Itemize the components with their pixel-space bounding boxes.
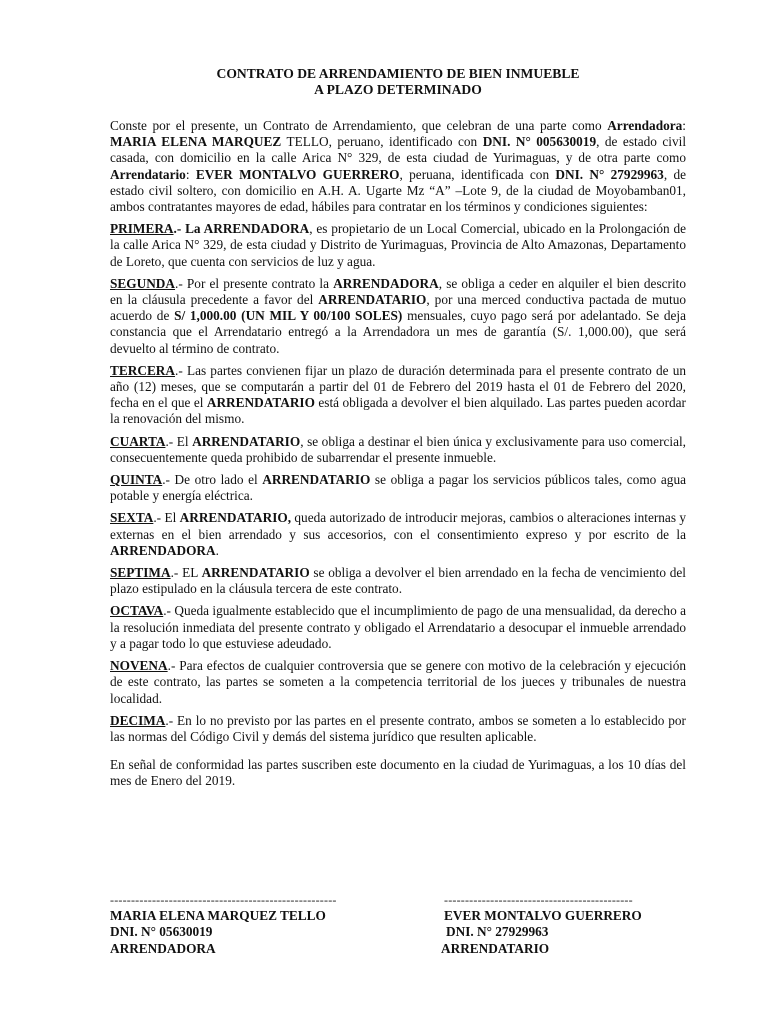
- clause-bold: S/ 1,000.00 (UN MIL Y 00/100 SOLES): [174, 308, 403, 324]
- intro-paragraph: [110, 118, 686, 215]
- clause-bold: ARRENDATARIO: [318, 292, 427, 308]
- title-line-1: CONTRATO DE ARRENDAMIENTO DE BIEN INMUEBLE: [216, 66, 580, 81]
- contract-document: [110, 66, 686, 790]
- clause-text: mensuales, cuyo pago será por adelantado. Se deja constancia que el Arrendatario entregó a la Arrendadora un mes de garantía (S/. 1,000.00), que será devuelto al término de contrato.: [110, 308, 686, 356]
- clause-bold: ARRENDATARIO: [206, 395, 315, 411]
- clause-text: .- En lo no previsto por las partes en el presente contrato, ambos se someten a lo establecido por las normas del Código Civil y demás del sistema jurídico que resulten aplicable.: [110, 712, 686, 744]
- signer-role: ARRENDADORA: [110, 940, 216, 956]
- signer-name: MARIA ELENA MARQUEZ TELLO: [110, 908, 326, 924]
- clause-text: .- El: [165, 433, 193, 449]
- clause-bold: ARRENDADORA: [110, 542, 216, 558]
- intro-text: , de estado civil soltero, con domicilio en A.H. A. Ugarte Mz “A” –Lote 9, de la ciudad de Moyobamban01, ambos contratantes mayores de edad, hábiles para contratar en los términos y condiciones siguientes:: [110, 166, 687, 215]
- clause-heading: TERCERA: [110, 362, 176, 378]
- clause-heading: SEXTA: [110, 510, 154, 526]
- clause-tercera: [110, 363, 686, 428]
- clause-heading: DECIMA: [110, 712, 166, 728]
- clause-text: .- Las partes convienen fijar un plazo de duración determinada para el presente contrato de un año (12) meses, que se computarán a partir del 01 de Febrero del 2019 hasta el 01 de Febrero del 2020, fecha en el que el: [110, 362, 686, 411]
- intro-text: , peruana, identificada con: [399, 166, 556, 182]
- signature-line: ------------------------------------------------------: [110, 893, 337, 907]
- intro-text: :: [682, 118, 686, 133]
- intro-text: Conste por el presente, un Contrato de Arrendamiento, que celebran de una parte como: [110, 118, 608, 133]
- clause-text: , se obliga a destinar el bien única y exclusivamente para uso comercial, consecuentemente queda prohibido de subarrendar el presente inmueble.: [110, 433, 687, 465]
- clause-bold: ARRENDATARIO: [262, 472, 371, 488]
- intro-text: , de estado civil casada, con domicilio en la calle Arica N° 329, de esta ciudad de Yurimaguas, y de otra parte como: [110, 134, 687, 166]
- contract-title: [110, 66, 686, 97]
- clause-cuarta: [110, 434, 686, 466]
- clause-heading: PRIMERA: [110, 221, 174, 237]
- clause-text: , es propietario de un Local Comercial, ubicado en la Prolongación de la calle Arica N° 329, de esta ciudad y Distrito de Yurimaguas, Provincia de Alto Amazonas, Departamento de Loreto, que cuenta con servicios de luz y agua.: [110, 221, 687, 269]
- clause-text: , por una merced conductiva pactada de mutuo acuerdo de: [110, 292, 687, 324]
- closing-paragraph: En señal de conformidad las partes suscriben este documento en la ciudad de Yurimaguas, a los 10 días del mes de Enero del 2019.: [110, 757, 686, 789]
- intro-bold: DNI. N° 27929963: [555, 166, 664, 182]
- clause-novena: [110, 658, 686, 707]
- clause-text: .- Queda igualmente establecido que el incumplimiento de pago de una mensualidad, da derecho a la resolución inmediata del presente contrato y obligado el Arrendatario a desocupar el inmueble arrendado y a pagar todo lo que estuviese adeudado.: [110, 603, 686, 651]
- clause-bold: ARRENDATARIO,: [179, 510, 292, 526]
- intro-bold: Arrendatario: [110, 166, 186, 182]
- clause-text: , se obliga a ceder en alquiler el bien descrito en la cláusula precedente a favor del: [110, 275, 686, 308]
- clause-bold: La ARRENDADORA: [185, 221, 310, 237]
- signature-arrendadora: [110, 892, 337, 957]
- clause-sexta: [110, 510, 686, 559]
- signer-dni: DNI. N° 05630019: [110, 924, 213, 940]
- signer-role: ARRENDATARIO: [441, 940, 550, 956]
- title-line-2: A PLAZO DETERMINADO: [314, 81, 482, 97]
- clause-heading: SEPTIMA: [110, 565, 171, 581]
- clause-text: .- El: [153, 510, 180, 526]
- clause-heading: QUINTA: [110, 472, 163, 488]
- clause-text: queda autorizado de introducir mejoras, cambios o alteraciones internas y externas en el bien arrendado y sus accesorios, con el consentimiento expreso y por escrito de la: [110, 510, 686, 542]
- clause-bold: ARRENDATARIO: [201, 565, 310, 581]
- intro-text: :: [185, 166, 196, 182]
- intro-bold: MARIA ELENA MARQUEZ: [110, 134, 282, 150]
- intro-bold: Arrendadora: [607, 118, 683, 133]
- intro-bold: DNI. N° 005630019: [482, 134, 597, 150]
- clause-text: se obliga a devolver el bien arrendado en la fecha de vencimiento del plazo estipulado en la cláusula tercera de este contrato.: [110, 565, 686, 597]
- signer-dni: DNI. N° 27929963: [446, 924, 549, 940]
- intro-bold: EVER MONTALVO GUERRERO: [195, 166, 400, 182]
- clause-segunda: [110, 276, 686, 357]
- clause-text: se obliga a pagar los servicios públicos tales, como agua potable y energía eléctrica.: [110, 472, 686, 504]
- signature-line: ---------------------------------------------: [444, 893, 633, 907]
- clause-bold: ARRENDADORA: [333, 275, 439, 291]
- clause-text: .- Por el presente contrato la: [175, 275, 334, 291]
- clause-text: .- EL: [170, 565, 202, 581]
- intro-text: TELLO, peruano, identificado con: [281, 134, 483, 150]
- clause-text: .-: [173, 221, 186, 237]
- signer-name: EVER MONTALVO GUERRERO: [444, 908, 642, 924]
- clause-text: .- De otro lado el: [162, 472, 263, 488]
- clause-text: está obligada a devolver el bien alquilado. Las partes pueden acordar la renovación del mismo.: [110, 395, 686, 427]
- clause-decima: [110, 713, 686, 745]
- signature-arrendatario: [441, 892, 642, 957]
- clause-septima: [110, 565, 686, 597]
- clause-primera: [110, 221, 686, 270]
- clause-text: .: [215, 542, 219, 558]
- clause-heading: CUARTA: [110, 433, 166, 449]
- clause-octava: [110, 603, 686, 652]
- clause-heading: SEGUNDA: [110, 275, 176, 291]
- clause-quinta: [110, 472, 686, 504]
- clause-bold: ARRENDATARIO: [192, 433, 301, 449]
- clause-heading: OCTAVA: [110, 603, 164, 619]
- clause-text: .- Para efectos de cualquier controversia que se genere con motivo de la celebración y ejecución de este contrato, las partes se someten a la competencia territorial de los jueces y tribunales de nuestra localidad.: [110, 658, 686, 706]
- clause-heading: NOVENA: [110, 658, 168, 674]
